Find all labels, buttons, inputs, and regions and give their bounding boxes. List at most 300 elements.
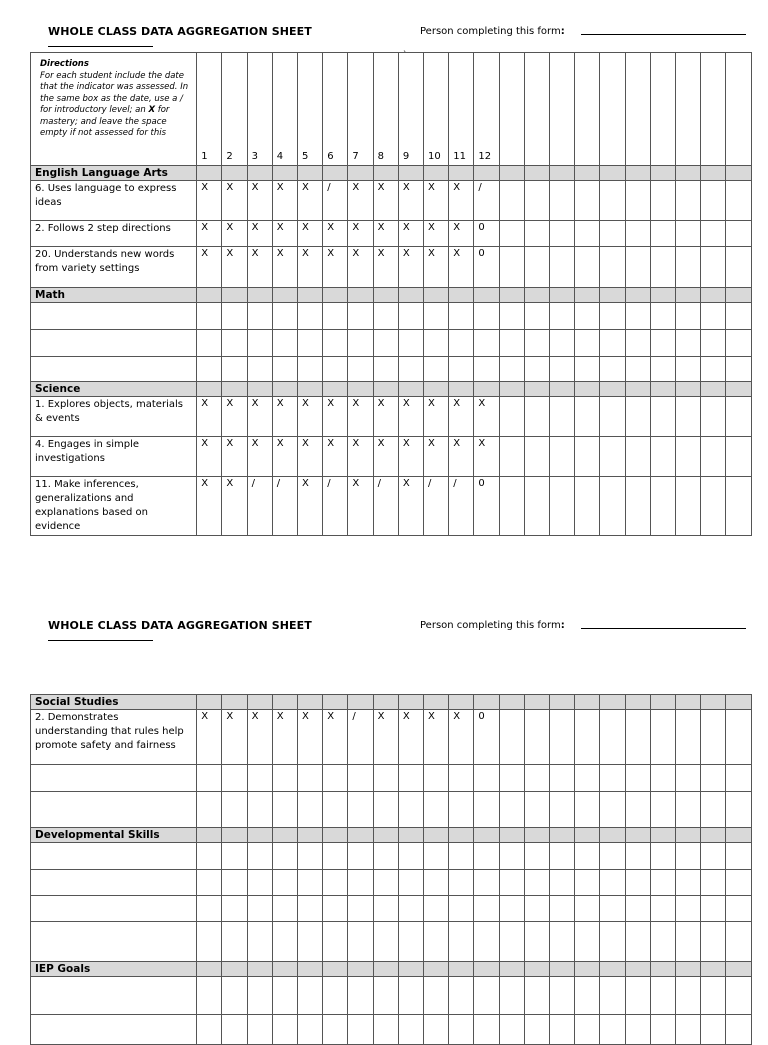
student-mark-cell[interactable] — [726, 437, 752, 477]
student-mark-cell[interactable] — [298, 330, 323, 357]
student-mark-cell[interactable] — [323, 870, 348, 896]
student-mark-cell[interactable] — [449, 922, 474, 962]
student-mark-cell[interactable] — [676, 870, 701, 896]
student-mark-cell[interactable] — [323, 1015, 348, 1045]
student-mark-cell[interactable] — [298, 303, 323, 330]
student-mark-cell[interactable]: / — [373, 477, 398, 536]
student-mark-cell[interactable]: X — [474, 397, 499, 437]
student-mark-cell[interactable] — [550, 710, 575, 765]
student-mark-cell[interactable] — [524, 397, 549, 437]
student-mark-cell[interactable]: X — [449, 437, 474, 477]
student-mark-cell[interactable] — [550, 221, 575, 247]
student-mark-cell[interactable] — [373, 303, 398, 330]
student-mark-cell[interactable]: X — [398, 221, 423, 247]
student-mark-cell[interactable] — [524, 870, 549, 896]
student-mark-cell[interactable] — [600, 303, 625, 330]
student-mark-cell[interactable] — [222, 792, 247, 828]
student-mark-cell[interactable]: X — [298, 397, 323, 437]
student-mark-cell[interactable] — [247, 765, 272, 792]
student-mark-cell[interactable] — [701, 303, 726, 330]
student-mark-cell[interactable] — [424, 792, 449, 828]
student-mark-cell[interactable] — [298, 922, 323, 962]
student-mark-cell[interactable] — [726, 922, 752, 962]
student-mark-cell[interactable] — [625, 397, 650, 437]
student-mark-cell[interactable] — [600, 397, 625, 437]
student-mark-cell[interactable]: X — [424, 437, 449, 477]
student-mark-cell[interactable] — [298, 792, 323, 828]
student-mark-cell[interactable] — [701, 357, 726, 382]
student-mark-cell[interactable] — [449, 330, 474, 357]
student-mark-cell[interactable] — [247, 792, 272, 828]
student-mark-cell[interactable] — [701, 843, 726, 870]
student-mark-cell[interactable] — [474, 896, 499, 922]
student-mark-cell[interactable] — [524, 710, 549, 765]
student-mark-cell[interactable] — [272, 792, 297, 828]
student-mark-cell[interactable] — [701, 870, 726, 896]
student-mark-cell[interactable] — [726, 357, 752, 382]
student-mark-cell[interactable] — [650, 792, 675, 828]
student-mark-cell[interactable]: X — [424, 221, 449, 247]
student-mark-cell[interactable] — [600, 247, 625, 288]
student-mark-cell[interactable] — [550, 330, 575, 357]
student-mark-cell[interactable] — [197, 1015, 222, 1045]
student-mark-cell[interactable] — [247, 896, 272, 922]
student-mark-cell[interactable] — [650, 221, 675, 247]
student-mark-cell[interactable] — [625, 330, 650, 357]
student-mark-cell[interactable]: X — [348, 247, 373, 288]
student-mark-cell[interactable] — [398, 922, 423, 962]
student-mark-cell[interactable] — [625, 870, 650, 896]
student-mark-cell[interactable] — [197, 922, 222, 962]
student-mark-cell[interactable]: X — [323, 710, 348, 765]
student-mark-cell[interactable] — [247, 870, 272, 896]
student-mark-cell[interactable]: X — [298, 437, 323, 477]
student-mark-cell[interactable] — [575, 710, 600, 765]
student-mark-cell[interactable] — [247, 922, 272, 962]
student-mark-cell[interactable] — [222, 357, 247, 382]
student-mark-cell[interactable] — [323, 303, 348, 330]
student-mark-cell[interactable] — [197, 330, 222, 357]
student-mark-cell[interactable] — [323, 922, 348, 962]
student-mark-cell[interactable] — [524, 896, 549, 922]
student-mark-cell[interactable] — [600, 870, 625, 896]
student-mark-cell[interactable]: X — [373, 710, 398, 765]
student-mark-cell[interactable] — [550, 247, 575, 288]
student-mark-cell[interactable] — [474, 922, 499, 962]
student-mark-cell[interactable] — [449, 870, 474, 896]
student-mark-cell[interactable] — [197, 765, 222, 792]
student-mark-cell[interactable] — [499, 303, 524, 330]
student-mark-cell[interactable] — [298, 1015, 323, 1045]
student-mark-cell[interactable]: X — [398, 397, 423, 437]
student-mark-cell[interactable]: X — [197, 477, 222, 536]
student-mark-cell[interactable] — [600, 843, 625, 870]
student-mark-cell[interactable] — [701, 922, 726, 962]
student-mark-cell[interactable] — [272, 870, 297, 896]
student-mark-cell[interactable] — [701, 330, 726, 357]
student-mark-cell[interactable] — [398, 765, 423, 792]
student-mark-cell[interactable]: X — [348, 397, 373, 437]
student-mark-cell[interactable] — [701, 221, 726, 247]
student-mark-cell[interactable] — [676, 437, 701, 477]
student-mark-cell[interactable] — [726, 792, 752, 828]
student-mark-cell[interactable] — [499, 437, 524, 477]
student-mark-cell[interactable] — [726, 221, 752, 247]
student-mark-cell[interactable]: 0 — [474, 477, 499, 536]
student-mark-cell[interactable]: X — [323, 221, 348, 247]
student-mark-cell[interactable] — [323, 896, 348, 922]
student-mark-cell[interactable]: X — [272, 437, 297, 477]
student-mark-cell[interactable]: 0 — [474, 247, 499, 288]
student-mark-cell[interactable] — [424, 843, 449, 870]
student-mark-cell[interactable] — [600, 330, 625, 357]
student-mark-cell[interactable] — [474, 330, 499, 357]
student-mark-cell[interactable] — [701, 765, 726, 792]
student-mark-cell[interactable]: X — [449, 710, 474, 765]
student-mark-cell[interactable]: / — [474, 181, 499, 221]
student-mark-cell[interactable] — [650, 437, 675, 477]
student-mark-cell[interactable] — [524, 843, 549, 870]
student-mark-cell[interactable] — [550, 357, 575, 382]
student-mark-cell[interactable]: X — [197, 397, 222, 437]
student-mark-cell[interactable] — [676, 896, 701, 922]
student-mark-cell[interactable]: 0 — [474, 710, 499, 765]
student-mark-cell[interactable] — [272, 357, 297, 382]
student-mark-cell[interactable] — [323, 792, 348, 828]
student-mark-cell[interactable] — [247, 357, 272, 382]
student-mark-cell[interactable] — [398, 843, 423, 870]
student-mark-cell[interactable] — [398, 303, 423, 330]
student-mark-cell[interactable] — [600, 922, 625, 962]
student-mark-cell[interactable] — [701, 181, 726, 221]
student-mark-cell[interactable] — [650, 330, 675, 357]
student-mark-cell[interactable] — [524, 477, 549, 536]
student-mark-cell[interactable]: X — [222, 397, 247, 437]
student-mark-cell[interactable]: X — [449, 181, 474, 221]
student-mark-cell[interactable]: X — [197, 221, 222, 247]
student-mark-cell[interactable] — [600, 357, 625, 382]
student-mark-cell[interactable] — [550, 303, 575, 330]
student-mark-cell[interactable] — [499, 221, 524, 247]
student-mark-cell[interactable] — [474, 765, 499, 792]
student-mark-cell[interactable] — [600, 792, 625, 828]
student-mark-cell[interactable] — [625, 792, 650, 828]
student-mark-cell[interactable]: X — [247, 247, 272, 288]
person-completing-field-2[interactable] — [581, 628, 746, 629]
student-mark-cell[interactable]: X — [298, 710, 323, 765]
student-mark-cell[interactable]: X — [398, 437, 423, 477]
student-mark-cell[interactable] — [499, 477, 524, 536]
student-mark-cell[interactable]: X — [323, 437, 348, 477]
student-mark-cell[interactable] — [348, 303, 373, 330]
student-mark-cell[interactable] — [701, 1015, 726, 1045]
student-mark-cell[interactable]: X — [247, 397, 272, 437]
student-mark-cell[interactable] — [298, 843, 323, 870]
student-mark-cell[interactable] — [600, 181, 625, 221]
student-mark-cell[interactable]: X — [424, 247, 449, 288]
student-mark-cell[interactable]: X — [197, 437, 222, 477]
student-mark-cell[interactable] — [373, 896, 398, 922]
student-mark-cell[interactable] — [474, 870, 499, 896]
student-mark-cell[interactable] — [373, 330, 398, 357]
student-mark-cell[interactable] — [575, 247, 600, 288]
student-mark-cell[interactable] — [298, 870, 323, 896]
student-mark-cell[interactable] — [499, 357, 524, 382]
student-mark-cell[interactable] — [600, 477, 625, 536]
student-mark-cell[interactable] — [373, 357, 398, 382]
student-mark-cell[interactable] — [197, 870, 222, 896]
student-mark-cell[interactable] — [575, 221, 600, 247]
student-mark-cell[interactable] — [676, 922, 701, 962]
student-mark-cell[interactable] — [726, 896, 752, 922]
student-mark-cell[interactable] — [524, 792, 549, 828]
student-mark-cell[interactable] — [373, 765, 398, 792]
student-mark-cell[interactable] — [701, 477, 726, 536]
student-mark-cell[interactable] — [726, 1015, 752, 1045]
student-mark-cell[interactable] — [676, 843, 701, 870]
student-mark-cell[interactable] — [197, 896, 222, 922]
student-mark-cell[interactable] — [222, 843, 247, 870]
student-mark-cell[interactable] — [676, 221, 701, 247]
student-mark-cell[interactable] — [348, 870, 373, 896]
student-mark-cell[interactable] — [424, 765, 449, 792]
student-mark-cell[interactable] — [600, 221, 625, 247]
student-mark-cell[interactable] — [600, 437, 625, 477]
student-mark-cell[interactable] — [197, 357, 222, 382]
student-mark-cell[interactable]: X — [373, 181, 398, 221]
student-mark-cell[interactable]: X — [298, 247, 323, 288]
student-mark-cell[interactable] — [550, 792, 575, 828]
student-mark-cell[interactable] — [575, 303, 600, 330]
student-mark-cell[interactable] — [474, 357, 499, 382]
student-mark-cell[interactable] — [575, 181, 600, 221]
student-mark-cell[interactable]: / — [323, 181, 348, 221]
student-mark-cell[interactable] — [197, 792, 222, 828]
student-mark-cell[interactable] — [575, 896, 600, 922]
student-mark-cell[interactable] — [197, 977, 222, 1015]
student-mark-cell[interactable]: X — [398, 710, 423, 765]
student-mark-cell[interactable] — [550, 977, 575, 1015]
student-mark-cell[interactable]: X — [247, 181, 272, 221]
student-mark-cell[interactable] — [550, 477, 575, 536]
student-mark-cell[interactable] — [348, 1015, 373, 1045]
student-mark-cell[interactable] — [499, 977, 524, 1015]
student-mark-cell[interactable] — [726, 330, 752, 357]
student-mark-cell[interactable] — [373, 922, 398, 962]
student-mark-cell[interactable] — [499, 870, 524, 896]
student-mark-cell[interactable] — [625, 896, 650, 922]
student-mark-cell[interactable] — [726, 477, 752, 536]
student-mark-cell[interactable]: X — [298, 181, 323, 221]
student-mark-cell[interactable] — [524, 330, 549, 357]
student-mark-cell[interactable] — [575, 1015, 600, 1045]
student-mark-cell[interactable] — [247, 843, 272, 870]
student-mark-cell[interactable] — [222, 896, 247, 922]
student-mark-cell[interactable] — [550, 397, 575, 437]
student-mark-cell[interactable] — [600, 1015, 625, 1045]
student-mark-cell[interactable] — [625, 357, 650, 382]
student-mark-cell[interactable] — [247, 977, 272, 1015]
student-mark-cell[interactable] — [499, 843, 524, 870]
student-mark-cell[interactable] — [348, 896, 373, 922]
student-mark-cell[interactable]: X — [247, 710, 272, 765]
student-mark-cell[interactable] — [701, 397, 726, 437]
student-mark-cell[interactable] — [222, 870, 247, 896]
student-mark-cell[interactable] — [600, 896, 625, 922]
student-mark-cell[interactable] — [424, 870, 449, 896]
student-mark-cell[interactable] — [650, 357, 675, 382]
student-mark-cell[interactable]: X — [272, 221, 297, 247]
student-mark-cell[interactable] — [676, 247, 701, 288]
student-mark-cell[interactable] — [272, 896, 297, 922]
student-mark-cell[interactable] — [449, 843, 474, 870]
student-mark-cell[interactable] — [625, 221, 650, 247]
student-mark-cell[interactable] — [348, 977, 373, 1015]
student-mark-cell[interactable] — [449, 896, 474, 922]
student-mark-cell[interactable] — [398, 870, 423, 896]
student-mark-cell[interactable] — [676, 792, 701, 828]
student-mark-cell[interactable] — [550, 1015, 575, 1045]
student-mark-cell[interactable] — [348, 330, 373, 357]
student-mark-cell[interactable] — [272, 765, 297, 792]
student-mark-cell[interactable]: X — [424, 181, 449, 221]
student-mark-cell[interactable]: X — [398, 477, 423, 536]
student-mark-cell[interactable] — [625, 247, 650, 288]
student-mark-cell[interactable] — [726, 247, 752, 288]
student-mark-cell[interactable] — [550, 437, 575, 477]
student-mark-cell[interactable] — [499, 1015, 524, 1045]
student-mark-cell[interactable] — [323, 330, 348, 357]
student-mark-cell[interactable] — [474, 977, 499, 1015]
student-mark-cell[interactable] — [575, 477, 600, 536]
student-mark-cell[interactable] — [650, 896, 675, 922]
student-mark-cell[interactable] — [524, 765, 549, 792]
student-mark-cell[interactable] — [398, 792, 423, 828]
student-mark-cell[interactable] — [449, 792, 474, 828]
student-mark-cell[interactable] — [575, 843, 600, 870]
student-mark-cell[interactable]: / — [323, 477, 348, 536]
student-mark-cell[interactable] — [575, 792, 600, 828]
student-mark-cell[interactable] — [650, 247, 675, 288]
student-mark-cell[interactable] — [524, 977, 549, 1015]
student-mark-cell[interactable] — [373, 1015, 398, 1045]
student-mark-cell[interactable]: X — [298, 221, 323, 247]
student-mark-cell[interactable] — [373, 843, 398, 870]
student-mark-cell[interactable]: X — [424, 397, 449, 437]
student-mark-cell[interactable]: 0 — [474, 221, 499, 247]
student-mark-cell[interactable] — [676, 477, 701, 536]
student-mark-cell[interactable] — [499, 397, 524, 437]
student-mark-cell[interactable] — [424, 303, 449, 330]
student-mark-cell[interactable] — [625, 765, 650, 792]
student-mark-cell[interactable] — [575, 765, 600, 792]
student-mark-cell[interactable] — [701, 977, 726, 1015]
student-mark-cell[interactable] — [499, 896, 524, 922]
student-mark-cell[interactable] — [197, 843, 222, 870]
student-mark-cell[interactable]: X — [298, 477, 323, 536]
student-mark-cell[interactable]: X — [197, 181, 222, 221]
student-mark-cell[interactable] — [272, 922, 297, 962]
student-mark-cell[interactable] — [726, 977, 752, 1015]
student-mark-cell[interactable] — [524, 1015, 549, 1045]
student-mark-cell[interactable] — [676, 1015, 701, 1045]
student-mark-cell[interactable] — [550, 922, 575, 962]
student-mark-cell[interactable] — [550, 870, 575, 896]
student-mark-cell[interactable] — [726, 303, 752, 330]
student-mark-cell[interactable]: / — [348, 710, 373, 765]
student-mark-cell[interactable]: X — [373, 221, 398, 247]
student-mark-cell[interactable] — [474, 843, 499, 870]
student-mark-cell[interactable] — [575, 330, 600, 357]
student-mark-cell[interactable] — [348, 765, 373, 792]
student-mark-cell[interactable]: X — [247, 437, 272, 477]
student-mark-cell[interactable] — [222, 330, 247, 357]
student-mark-cell[interactable] — [575, 397, 600, 437]
student-mark-cell[interactable] — [600, 765, 625, 792]
student-mark-cell[interactable] — [550, 181, 575, 221]
student-mark-cell[interactable] — [424, 330, 449, 357]
student-mark-cell[interactable] — [550, 765, 575, 792]
student-mark-cell[interactable] — [650, 303, 675, 330]
student-mark-cell[interactable] — [650, 977, 675, 1015]
student-mark-cell[interactable] — [625, 437, 650, 477]
student-mark-cell[interactable]: X — [424, 710, 449, 765]
student-mark-cell[interactable] — [625, 843, 650, 870]
student-mark-cell[interactable]: X — [373, 437, 398, 477]
student-mark-cell[interactable] — [726, 765, 752, 792]
student-mark-cell[interactable] — [726, 710, 752, 765]
student-mark-cell[interactable]: X — [222, 437, 247, 477]
student-mark-cell[interactable] — [398, 330, 423, 357]
student-mark-cell[interactable] — [323, 843, 348, 870]
student-mark-cell[interactable]: X — [449, 397, 474, 437]
student-mark-cell[interactable] — [272, 330, 297, 357]
student-mark-cell[interactable]: X — [373, 247, 398, 288]
student-mark-cell[interactable]: X — [449, 247, 474, 288]
student-mark-cell[interactable] — [676, 765, 701, 792]
student-mark-cell[interactable] — [424, 357, 449, 382]
student-mark-cell[interactable] — [398, 896, 423, 922]
student-mark-cell[interactable]: / — [424, 477, 449, 536]
student-mark-cell[interactable] — [726, 397, 752, 437]
student-mark-cell[interactable] — [650, 765, 675, 792]
student-mark-cell[interactable] — [550, 896, 575, 922]
student-mark-cell[interactable] — [272, 303, 297, 330]
student-mark-cell[interactable] — [726, 870, 752, 896]
student-mark-cell[interactable] — [676, 357, 701, 382]
student-mark-cell[interactable] — [524, 437, 549, 477]
student-mark-cell[interactable] — [323, 765, 348, 792]
student-mark-cell[interactable] — [650, 870, 675, 896]
student-mark-cell[interactable] — [701, 247, 726, 288]
student-mark-cell[interactable] — [398, 1015, 423, 1045]
student-mark-cell[interactable]: X — [222, 181, 247, 221]
student-mark-cell[interactable] — [524, 357, 549, 382]
student-mark-cell[interactable]: / — [272, 477, 297, 536]
student-mark-cell[interactable] — [650, 1015, 675, 1045]
student-mark-cell[interactable] — [726, 843, 752, 870]
student-mark-cell[interactable]: X — [474, 437, 499, 477]
student-mark-cell[interactable] — [600, 977, 625, 1015]
student-mark-cell[interactable] — [676, 977, 701, 1015]
student-mark-cell[interactable]: X — [197, 710, 222, 765]
student-mark-cell[interactable] — [373, 977, 398, 1015]
student-mark-cell[interactable]: X — [348, 437, 373, 477]
student-mark-cell[interactable] — [247, 330, 272, 357]
student-mark-cell[interactable]: X — [398, 181, 423, 221]
student-mark-cell[interactable] — [676, 710, 701, 765]
student-mark-cell[interactable] — [348, 922, 373, 962]
